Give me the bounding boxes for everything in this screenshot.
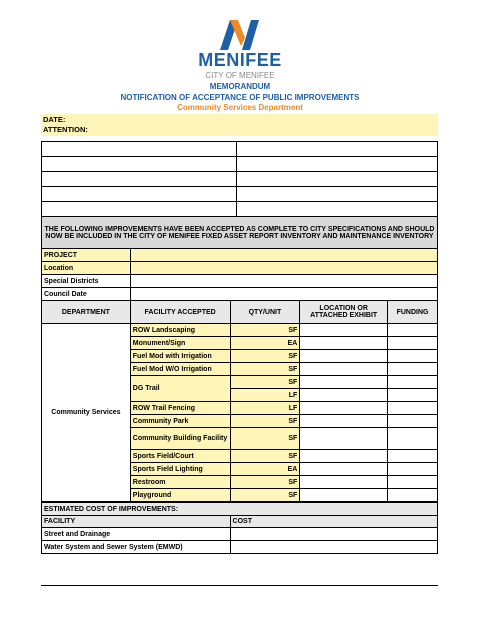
funding-cell[interactable]	[388, 324, 438, 337]
facility-trail-fencing: ROW Trail Fencing	[130, 402, 230, 415]
funding-cell[interactable]	[388, 376, 438, 389]
facility-fuel-mod-irrigation: Fuel Mod with Irrigation	[130, 350, 230, 363]
facility-sports-field: Sports Field/Court	[130, 450, 230, 463]
cost-value-field[interactable]	[230, 528, 437, 541]
logo-text: MENIFEE	[198, 50, 282, 70]
col-qty: QTY/UNIT	[230, 301, 300, 324]
unit-cell[interactable]: SF	[230, 350, 300, 363]
unit-cell[interactable]: SF	[230, 363, 300, 376]
unit-cell[interactable]: SF	[230, 324, 300, 337]
location-cell[interactable]	[300, 428, 388, 450]
unit-cell[interactable]: LF	[230, 402, 300, 415]
col-facility: FACILITY ACCEPTED	[130, 301, 230, 324]
distribution-cell[interactable]	[42, 172, 237, 187]
funding-cell[interactable]	[388, 489, 438, 502]
document-title: NOTIFICATION OF ACCEPTANCE OF PUBLIC IMPROVEMENTS	[120, 93, 360, 102]
improvements-table	[41, 216, 438, 502]
unit-cell[interactable]: SF	[230, 450, 300, 463]
cost-row-water: Water System and Sewer System (EMWD)	[42, 541, 231, 554]
location-cell[interactable]	[300, 489, 388, 502]
funding-cell[interactable]	[388, 337, 438, 350]
facility-row-landscaping: ROW Landscaping	[130, 324, 230, 337]
cost-value-field[interactable]	[230, 541, 437, 554]
location-cell[interactable]	[300, 337, 388, 350]
acceptance-notice: THE FOLLOWING IMPROVEMENTS HAVE BEEN ACCEPTED AS COMPLETE TO CITY SPECIFICATIONS AND SHOULD NOW BE INCLUDED IN THE CITY OF MENIFEE FIXED ASSET REPORT INVENTORY AND MAINTENANCE INVENTORY	[42, 217, 438, 249]
distribution-cell[interactable]	[42, 157, 237, 172]
funding-cell[interactable]	[388, 389, 438, 402]
distribution-cell[interactable]	[237, 202, 438, 217]
date-attention-box	[41, 114, 438, 136]
location-cell[interactable]	[300, 402, 388, 415]
council-date-field[interactable]	[130, 288, 437, 301]
council-date-label: Council Date	[42, 288, 131, 301]
location-cell[interactable]	[300, 450, 388, 463]
cost-header: COST	[230, 516, 437, 528]
distribution-grid	[41, 141, 438, 217]
distribution-cell[interactable]	[42, 202, 237, 217]
col-funding: FUNDING	[388, 301, 438, 324]
col-department: DEPARTMENT	[42, 301, 131, 324]
funding-cell[interactable]	[388, 450, 438, 463]
location-cell[interactable]	[300, 350, 388, 363]
menifee-logo-icon	[218, 14, 264, 50]
distribution-cell[interactable]	[237, 187, 438, 202]
funding-cell[interactable]	[388, 463, 438, 476]
funding-cell[interactable]	[388, 402, 438, 415]
location-cell[interactable]	[300, 376, 388, 389]
location-cell[interactable]	[300, 363, 388, 376]
funding-cell[interactable]	[388, 415, 438, 428]
distribution-cell[interactable]	[237, 157, 438, 172]
cost-title: ESTIMATED COST OF IMPROVEMENTS:	[42, 503, 438, 516]
location-label: Location	[42, 262, 131, 275]
memo-heading: MEMORANDUM	[209, 82, 271, 91]
special-districts-label: Special Districts	[42, 275, 131, 288]
cost-row-street: Street and Drainage	[42, 528, 231, 541]
unit-cell[interactable]: SF	[230, 415, 300, 428]
funding-cell[interactable]	[388, 350, 438, 363]
location-cell[interactable]	[300, 389, 388, 402]
distribution-cell[interactable]	[237, 142, 438, 157]
facility-community-park: Community Park	[130, 415, 230, 428]
department-heading: Community Services Department	[177, 103, 303, 112]
facility-monument: Monument/Sign	[130, 337, 230, 350]
city-name: CITY OF MENIFEE	[205, 71, 275, 80]
location-field[interactable]	[130, 262, 437, 275]
funding-cell[interactable]	[388, 428, 438, 450]
facility-community-building: Community Building Facility	[130, 428, 230, 450]
facility-fuel-mod-no-irrigation: Fuel Mod W/O Irrigation	[130, 363, 230, 376]
project-field[interactable]	[130, 249, 437, 262]
distribution-cell[interactable]	[237, 172, 438, 187]
location-cell[interactable]	[300, 415, 388, 428]
unit-cell[interactable]: SF	[230, 376, 300, 389]
unit-cell[interactable]: EA	[230, 463, 300, 476]
unit-cell[interactable]: EA	[230, 337, 300, 350]
distribution-cell[interactable]	[42, 142, 237, 157]
col-location: LOCATION OR ATTACHED EXHIBIT	[300, 301, 388, 324]
project-label: PROJECT	[42, 249, 131, 262]
footer-divider	[41, 585, 438, 586]
special-districts-field[interactable]	[130, 275, 437, 288]
facility-playground: Playground	[130, 489, 230, 502]
attention-label: ATTENTION:	[43, 125, 88, 134]
location-cell[interactable]	[300, 324, 388, 337]
distribution-cell[interactable]	[42, 187, 237, 202]
unit-cell[interactable]: SF	[230, 489, 300, 502]
facility-dg-trail: DG Trail	[130, 376, 230, 402]
funding-cell[interactable]	[388, 476, 438, 489]
date-label: DATE:	[43, 115, 66, 124]
facility-sports-lighting: Sports Field Lighting	[130, 463, 230, 476]
unit-cell[interactable]: SF	[230, 428, 300, 450]
location-cell[interactable]	[300, 476, 388, 489]
unit-cell[interactable]: SF	[230, 476, 300, 489]
facility-restroom: Restroom	[130, 476, 230, 489]
location-cell[interactable]	[300, 463, 388, 476]
cost-facility-header: FACILITY	[42, 516, 231, 528]
funding-cell[interactable]	[388, 363, 438, 376]
department-name: Community Services	[42, 324, 131, 502]
unit-cell[interactable]: LF	[230, 389, 300, 402]
cost-table	[41, 502, 438, 554]
